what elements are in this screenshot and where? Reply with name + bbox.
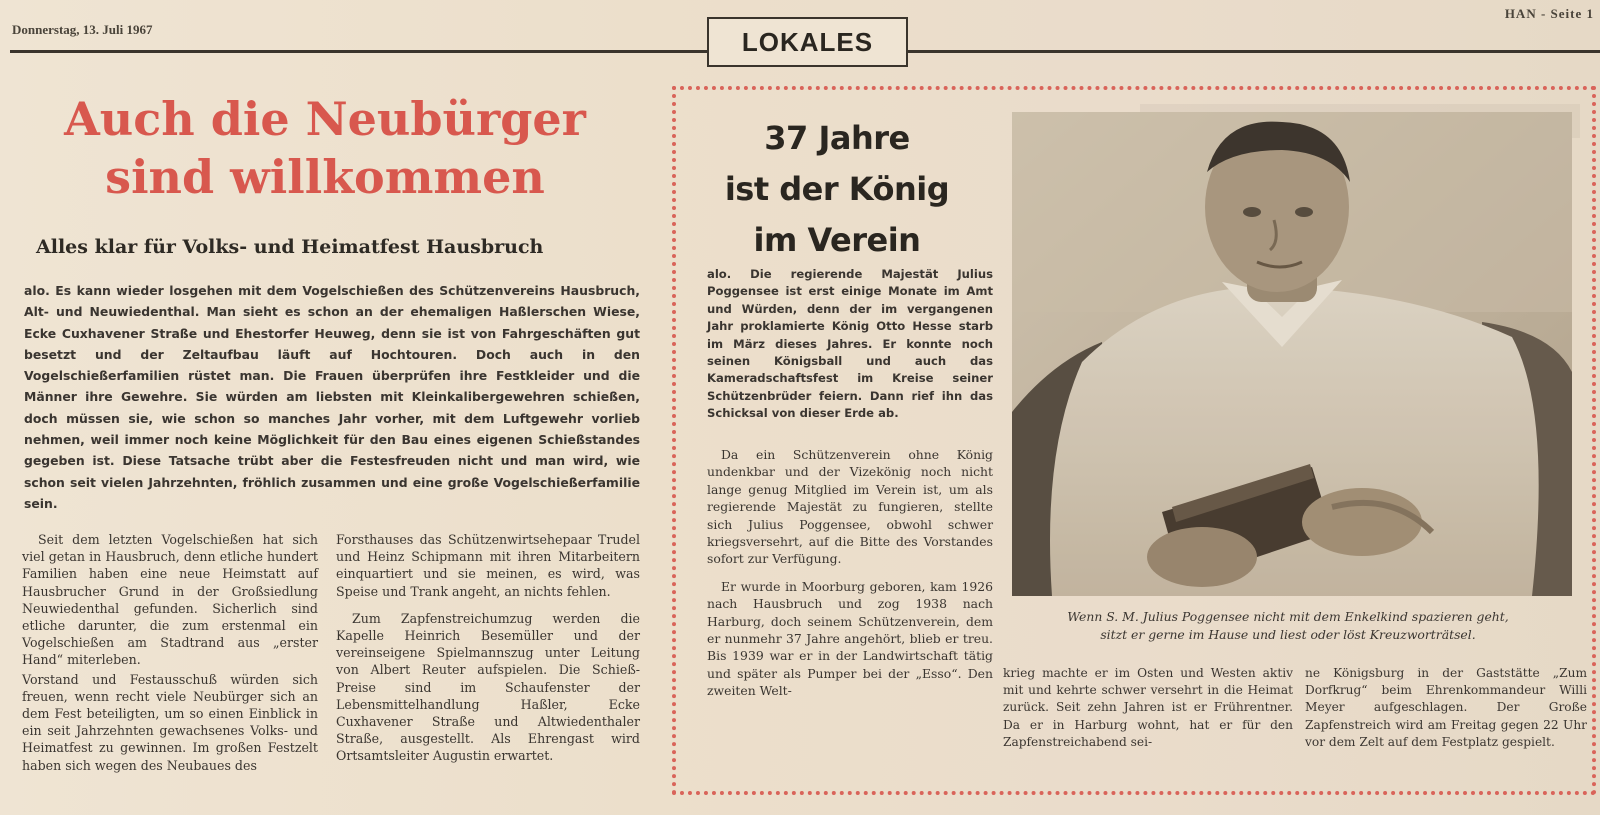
right-headline-line3: im Verein <box>753 221 921 259</box>
left-headline-line1: Auch die Neubürger <box>64 92 586 146</box>
left-headline-line2: sind willkommen <box>105 150 545 204</box>
left-subheadline: Alles klar für Volks- und Heimatfest Hausbruch <box>36 236 544 258</box>
left-headline <box>20 90 630 206</box>
section-label: LOKALES <box>707 17 908 67</box>
paragraph: Vorstand und Festausschuß würden sich freuen, wenn recht viele Neubürger sich an dem Fest beteiligten, um so einen Einblick in ein seit Jahrzehnten gewachsenes Volks- und Heimatfest zu gewinnen. Im großen Festzelt haben sich wegen des Neubaues des <box>22 671 318 773</box>
right-column-2: krieg machte er im Osten und Westen aktiv mit und kehrte schwer versehrt in die Heimat zurück. Seit zehn Jahren ist er Frührentner. Da er in Harburg wohnt, hat er für den Zapfenstreichabend sei- <box>1003 666 1293 749</box>
left-column-2 <box>336 531 640 767</box>
caption-line2: sitzt er gerne im Hause und liest oder löst Kreuzworträtsel. <box>1100 627 1476 642</box>
left-column-1 <box>22 531 318 776</box>
issue-date: Donnerstag, 13. Juli 1967 <box>12 22 153 37</box>
paragraph: Seit dem letzten Vogelschießen hat sich viel getan in Hausbruch, denn etliche hundert Familien haben eine neue Heimstatt auf Hausbrucher Grund in der Großsiedlung Neuwiedenthal gefunden. Sicherlich sind etliche darunter, die zum erstenmal ein Vogelschießen am Stadtrand aus „erster Hand“ miterleben. <box>22 532 318 668</box>
caption-line1: Wenn S. M. Julius Poggensee nicht mit dem Enkelkind spazieren geht, <box>1067 609 1509 624</box>
photo-caption <box>1004 608 1572 644</box>
right-headline <box>708 113 966 266</box>
right-lead-paragraph: alo. Die regierende Majestät Julius Poggensee ist erst einige Monate im Amt und Würden, denn der im vergangenen Jahr proklamierte König Otto Hesse starb im März dieses Jahres. Er konnte noch seinen Königsball und auch das Kameradschaftsfest im Kreise seiner Schützenbrüder feiern. Dann rief ihn das Schicksal von dieser Erde ab. <box>707 267 993 421</box>
paragraph: Da ein Schützenverein ohne König undenkbar und der Vizekönig noch nicht lange genug Mitglied im Verein ist, um als regierende Majestät zu fungieren, stellte sich Julius Poggensee, obwohl schwer kriegsversehrt, auf die Bitte des Vorstandes sofort zur Verfügung. <box>707 447 993 567</box>
portrait-photo <box>1012 112 1572 596</box>
right-column-1 <box>707 446 993 710</box>
paragraph: Zum Zapfenstreichumzug werden die Kapelle Heinrich Besemüller und der vereinseigene Spielmannszug unter Leitung von Albert Reuter aufspielen. Die Schieß-Preise sind im Schaufenster der Lebensmittelhandlung Haßler, Ecke Cuxhavener Straße und Altwiedenthaler Straße, ausgestellt. Als Ehrengast wird Ortsamtsleiter Augustin erwartet. <box>336 610 640 764</box>
page-number: HAN - Seite 1 <box>1504 6 1594 21</box>
left-lead-paragraph: alo. Es kann wieder losgehen mit dem Vogelschießen des Schützenvereins Hausbruch, Alt- und Neuwiedenthal. Man sieht es schon an der ehemaligen Haßlerschen Wiese, Ecke Cuxhavener Straße und Ehestorfer Heuweg, denn sie ist von Fahrgeschäften gut besetzt und der Zeltaufbau läuft auf Hochtouren. Doch auch in den Vogelschießerfamilien rüstet man. Die Frauen überprüfen ihre Festkleider und die Männer ihre Gewehre. Sie würden am liebsten mit Kleinkalibergewehren schießen, doch müssen sie, wie schon so manches Jahr vorher, mit dem Luftgewehr vorlieb nehmen, weil immer noch keine Möglichkeit für den Bau eines eigenen Schießstandes gegeben ist. Diese Tatsache trübt aber die Festesfreuden nicht und man wird, wie schon seit vielen Jahrzehnten, fröhlich zusammen und eine große Vogelschießerfamilie sein. <box>24 283 640 511</box>
portrait-man-holding-book-image <box>1012 112 1572 596</box>
paragraph: Forsthauses das Schützenwirtsehepaar Trudel und Heinz Schipmann mit ihren Mitarbeitern einquartiert und sie meinen, es wird, was Speise und Trank angeht, an nichts fehlen. <box>336 532 640 599</box>
right-headline-line2: ist der König <box>724 170 950 208</box>
paragraph: Er wurde in Moorburg geboren, kam 1926 nach Hausbruch und zog 1938 nach Harburg, doch seinem Schützenverein, dem er nunmehr 37 Jahre angehört, blieb er treu. Bis 1939 war er in der Landwirtschaft tätig und später als Pumper bei der „Esso“. Den zweiten Welt- <box>707 578 993 699</box>
right-column-3: ne Königsburg in der Gaststätte „Zum Dorfkrug“ beim Ehrenkommandeur Willi Meyer aufgeschlagen. Der Große Zapfenstreich wird am Freitag gegen 22 Uhr vor dem Zelt auf dem Festplatz gespielt. <box>1305 666 1587 749</box>
right-headline-line1: 37 Jahre <box>764 119 910 157</box>
